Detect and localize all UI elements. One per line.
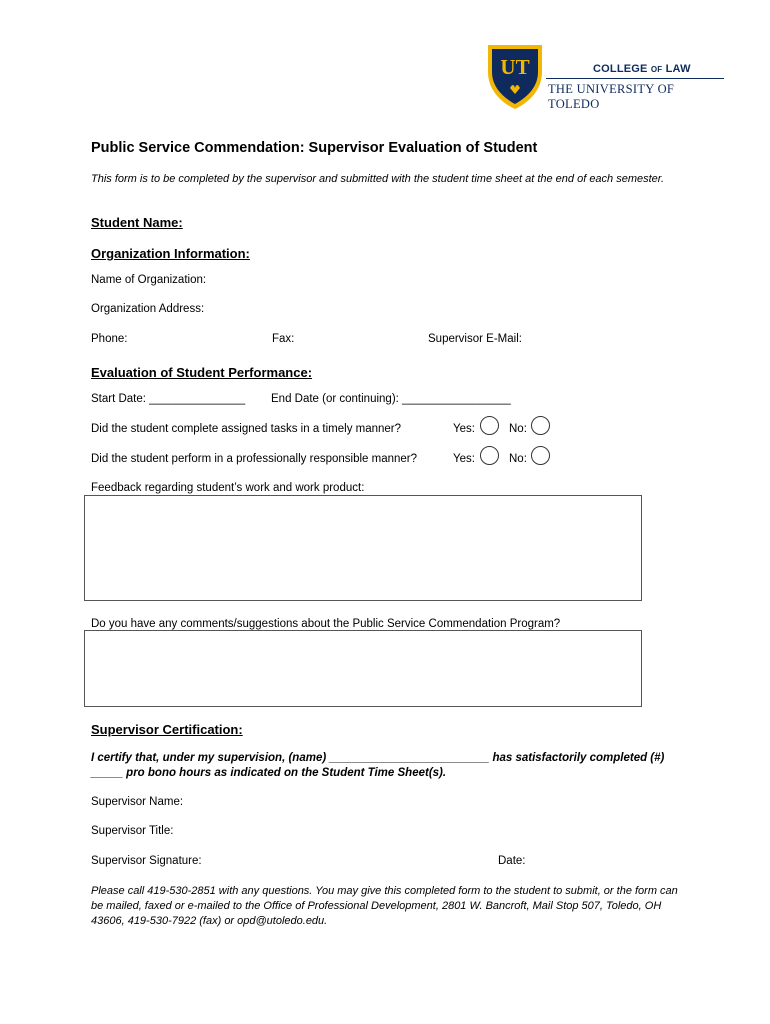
phone-label: Phone: (91, 333, 128, 345)
question-timely: Did the student complete assigned tasks in a timely manner? (91, 423, 402, 435)
comments-label: Do you have any comments/suggestions about the Public Service Commendation Program? (91, 618, 561, 630)
q1-no-label: No: (509, 423, 527, 435)
q1-yes-label: Yes: (453, 423, 475, 435)
page-title: Public Service Commendation: Supervisor Evaluation of Student (91, 140, 538, 156)
supervisor-email-label: Supervisor E-Mail: (428, 333, 522, 345)
supervisor-signature-label: Supervisor Signature: (91, 855, 202, 867)
college-logo (486, 42, 726, 112)
end-date-label: End Date (or continuing): _________________ (271, 393, 511, 405)
fax-label: Fax: (272, 333, 295, 345)
question-professional: Did the student perform in a professionally responsible manner? (91, 453, 418, 465)
date-label: Date: (498, 855, 526, 867)
org-address-label: Organization Address: (91, 303, 205, 315)
cert-heading: Supervisor Certification: (91, 722, 243, 737)
start-date-label: Start Date: _______________ (91, 393, 246, 405)
org-name-label: Name of Organization: (91, 274, 207, 286)
supervisor-title-label: Supervisor Title: (91, 825, 174, 837)
feedback-textbox[interactable] (84, 495, 642, 601)
q2-yes-radio[interactable] (480, 446, 499, 465)
supervisor-name-label: Supervisor Name: (91, 796, 184, 808)
student-name-heading: Student Name: (91, 215, 183, 230)
org-info-heading: Organization Information: (91, 246, 250, 261)
footer-contact-info: Please call 419-530-2851 with any questions. You may give this completed form to the student to submit, or the form can be mailed, faxed or e-mailed to the Office of Professional Development, 2801 W. Bancroft, Mail Stop 507, Toledo, OH 43606, 419-530-7922 (fax) or opd@utoledo.edu. (91, 885, 678, 927)
certification-statement: I certify that, under my supervision, (name) _________________________ has satisfactorily completed (#) _____ pro bono hours as indicated on the Student Time Sheet(s). (91, 752, 665, 779)
comments-textbox[interactable] (84, 630, 642, 707)
q2-no-label: No: (509, 453, 527, 465)
feedback-label: Feedback regarding student’s work and work product: (91, 482, 365, 494)
q2-no-radio[interactable] (531, 446, 550, 465)
q2-yes-label: Yes: (453, 453, 475, 465)
shield-text: UT (500, 55, 530, 79)
q1-no-radio[interactable] (531, 416, 550, 435)
q1-yes-radio[interactable] (480, 416, 499, 435)
college-name: COLLEGE OF LAW (593, 63, 691, 75)
logo-divider (546, 78, 724, 79)
intro-text: This form is to be completed by the supervisor and submitted with the student time sheet at the end of each semester. (91, 173, 665, 185)
eval-heading: Evaluation of Student Performance: (91, 365, 313, 380)
university-name: THE UNIVERSITY OF TOLEDO (548, 82, 675, 111)
